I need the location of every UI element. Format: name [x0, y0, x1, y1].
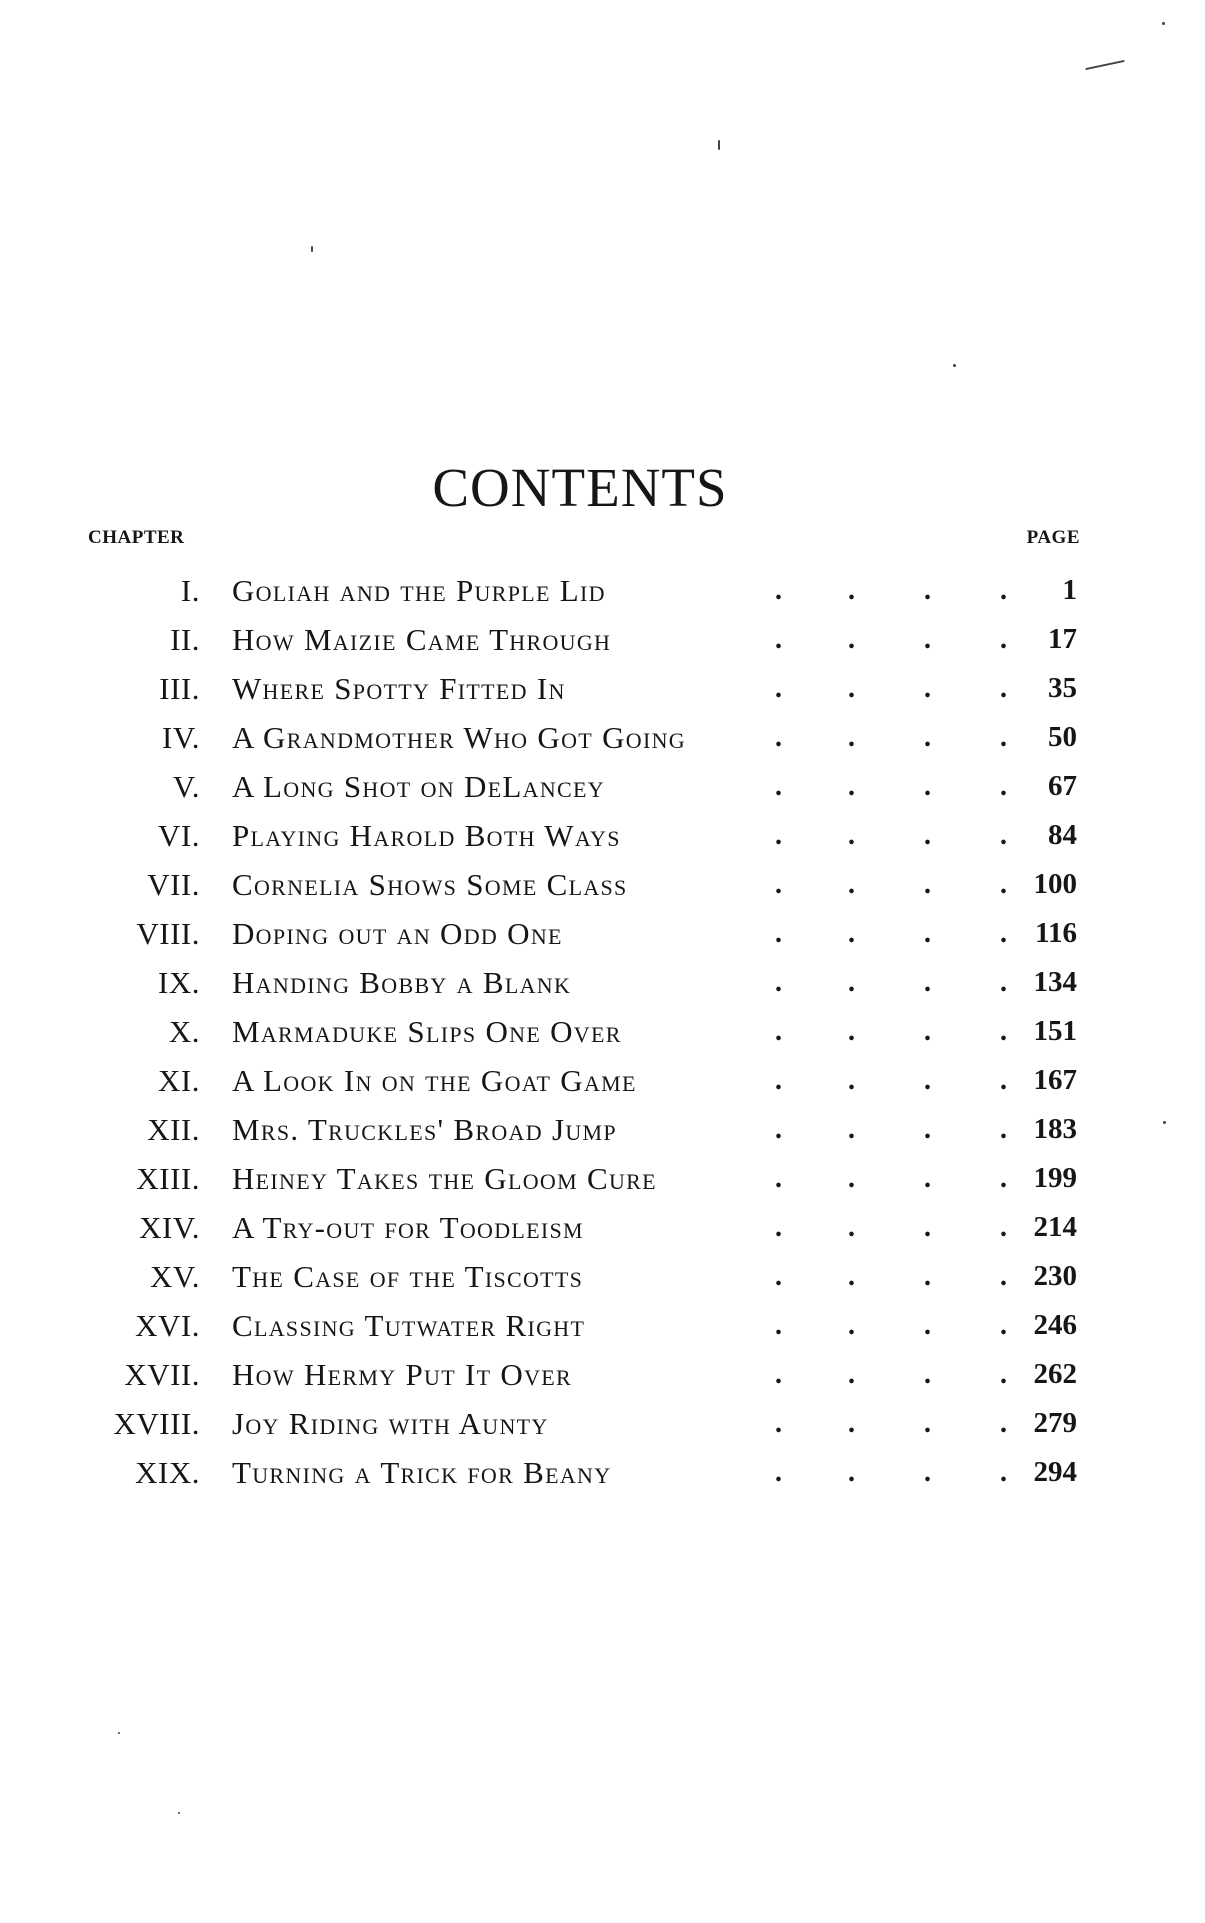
toc-entry [0, 664, 1205, 713]
chapter-page-number: 167 [1033, 1064, 1077, 1096]
chapter-title: Cornelia Shows Some Class [232, 867, 628, 902]
leader-dot: . [848, 918, 855, 949]
toc-entry [0, 909, 1205, 958]
leader-dot: . [775, 1212, 782, 1243]
leader-dot: . [775, 869, 782, 900]
chapter-title: A Try-out for Toodleism [232, 1210, 584, 1245]
toc-entry [0, 1007, 1205, 1056]
leader-dot: . [848, 1212, 855, 1243]
leader-dot: . [848, 1016, 855, 1047]
leader-dot: . [848, 1163, 855, 1194]
chapter-number: XIV. [139, 1210, 200, 1245]
leader-dot: . [848, 624, 855, 655]
chapter-number: XV. [149, 1259, 200, 1294]
leader-dot: . [924, 722, 931, 753]
leader-dot: . [775, 1163, 782, 1194]
leader-dot: . [924, 1408, 931, 1439]
leader-dot: . [1000, 1163, 1007, 1194]
chapter-number: VII. [147, 867, 200, 902]
chapter-title: Where Spotty Fitted In [232, 671, 566, 706]
leader-dot: . [848, 1359, 855, 1390]
toc-entry [0, 1301, 1205, 1350]
leader-dot: . [775, 820, 782, 851]
chapter-page-number: 199 [1033, 1162, 1077, 1194]
chapter-number: VI. [158, 818, 200, 853]
leader-dot: . [848, 1310, 855, 1341]
chapter-number: X. [168, 1014, 200, 1049]
leader-dot: . [775, 1359, 782, 1390]
leader-dot: . [1000, 1016, 1007, 1047]
chapter-page-number: 214 [1033, 1211, 1077, 1243]
leader-dot: . [1000, 869, 1007, 900]
leader-dot: . [924, 1261, 931, 1292]
leader-dot: . [1000, 1408, 1007, 1439]
scan-speck [178, 1812, 180, 1814]
chapter-title: A Look In on the Goat Game [232, 1063, 637, 1098]
chapter-page-number: 35 [1048, 672, 1077, 704]
chapter-page-number: 279 [1033, 1407, 1077, 1439]
leader-dot: . [775, 1457, 782, 1488]
table-of-contents [0, 566, 1205, 1497]
chapter-number: IV. [162, 720, 200, 755]
chapter-page-number: 84 [1048, 819, 1077, 851]
leader-dot: . [848, 1114, 855, 1145]
leader-dot: . [924, 967, 931, 998]
chapter-number: II. [170, 622, 200, 657]
leader-dot: . [924, 1212, 931, 1243]
leader-dot: . [1000, 918, 1007, 949]
toc-entry [0, 1350, 1205, 1399]
chapter-page-number: 151 [1033, 1015, 1077, 1047]
toc-entry [0, 1154, 1205, 1203]
toc-entry [0, 1203, 1205, 1252]
chapter-title: How Maizie Came Through [232, 622, 612, 657]
chapter-number: I. [180, 573, 200, 608]
chapter-number: V. [172, 769, 200, 804]
toc-entry [0, 811, 1205, 860]
chapter-title: A Long Shot on DeLancey [232, 769, 605, 804]
leader-dot: . [1000, 624, 1007, 655]
chapter-title: Joy Riding with Aunty [232, 1406, 549, 1441]
chapter-title: Turning a Trick for Beany [232, 1455, 612, 1490]
chapter-page-number: 230 [1033, 1260, 1077, 1292]
chapter-page-number: 1 [1062, 574, 1077, 606]
leader-dot: . [775, 1408, 782, 1439]
leader-dot: . [924, 624, 931, 655]
chapter-page-number: 100 [1033, 868, 1077, 900]
leader-dot: . [1000, 575, 1007, 606]
leader-dot: . [1000, 1359, 1007, 1390]
chapter-page-number: 262 [1033, 1358, 1077, 1390]
leader-dot: . [848, 673, 855, 704]
chapter-title: The Case of the Tiscotts [232, 1259, 584, 1294]
leader-dot: . [775, 673, 782, 704]
leader-dot: . [1000, 722, 1007, 753]
leader-dot: . [1000, 967, 1007, 998]
leader-dot: . [775, 1310, 782, 1341]
leader-dot: . [848, 1457, 855, 1488]
toc-entry [0, 615, 1205, 664]
leader-dot: . [848, 1408, 855, 1439]
leader-dot: . [1000, 1261, 1007, 1292]
chapter-page-number: 17 [1048, 623, 1077, 655]
chapter-number: VIII. [136, 916, 200, 951]
leader-dot: . [924, 1310, 931, 1341]
leader-dot: . [848, 771, 855, 802]
leader-dot: . [848, 722, 855, 753]
chapter-number: XIII. [136, 1161, 200, 1196]
leader-dot: . [924, 820, 931, 851]
leader-dot: . [1000, 1310, 1007, 1341]
chapter-number: IX. [158, 965, 200, 1000]
leader-dot: . [1000, 1065, 1007, 1096]
page-title: CONTENTS [432, 456, 728, 518]
leader-dot: . [848, 820, 855, 851]
leader-dot: . [924, 1457, 931, 1488]
toc-entry [0, 958, 1205, 1007]
chapter-page-number: 294 [1033, 1456, 1077, 1488]
leader-dot: . [1000, 1212, 1007, 1243]
chapter-title: Mrs. Truckles' Broad Jump [232, 1112, 617, 1147]
leader-dot: . [775, 1114, 782, 1145]
chapter-page-number: 134 [1033, 966, 1077, 998]
chapter-page-number: 67 [1048, 770, 1077, 802]
scan-speck [718, 140, 720, 150]
leader-dot: . [775, 575, 782, 606]
column-header-chapter: CHAPTER [88, 527, 185, 548]
chapter-title: Classing Tutwater Right [232, 1308, 586, 1343]
leader-dot: . [924, 673, 931, 704]
chapter-page-number: 116 [1035, 917, 1077, 949]
leader-dot: . [924, 1359, 931, 1390]
leader-dot: . [775, 918, 782, 949]
chapter-number: XII. [147, 1112, 200, 1147]
leader-dot: . [775, 1065, 782, 1096]
toc-entry [0, 566, 1205, 615]
chapter-title: Marmaduke Slips One Over [232, 1014, 622, 1049]
chapter-number: XI. [158, 1063, 200, 1098]
toc-entry [0, 1105, 1205, 1154]
chapter-page-number: 50 [1048, 721, 1077, 753]
leader-dot: . [848, 575, 855, 606]
leader-dot: . [924, 1114, 931, 1145]
leader-dot: . [848, 1065, 855, 1096]
chapter-page-number: 183 [1033, 1113, 1077, 1145]
chapter-title: Heiney Takes the Gloom Cure [232, 1161, 657, 1196]
scan-speck [1085, 60, 1125, 70]
leader-dot: . [775, 771, 782, 802]
leader-dot: . [924, 869, 931, 900]
leader-dot: . [1000, 1457, 1007, 1488]
column-header-page: PAGE [1026, 527, 1080, 548]
leader-dot: . [924, 575, 931, 606]
leader-dot: . [848, 1261, 855, 1292]
chapter-title: Goliah and the Purple Lid [232, 573, 606, 608]
leader-dot: . [775, 967, 782, 998]
chapter-page-number: 246 [1033, 1309, 1077, 1341]
scan-speck [1162, 22, 1165, 25]
toc-entry [0, 762, 1205, 811]
leader-dot: . [1000, 820, 1007, 851]
leader-dot: . [848, 869, 855, 900]
chapter-title: Playing Harold Both Ways [232, 818, 621, 853]
leader-dot: . [775, 624, 782, 655]
leader-dot: . [1000, 673, 1007, 704]
leader-dot: . [1000, 1114, 1007, 1145]
leader-dot: . [775, 1261, 782, 1292]
leader-dot: . [1000, 771, 1007, 802]
toc-entry [0, 1252, 1205, 1301]
chapter-number: XVIII. [113, 1406, 200, 1441]
leader-dot: . [924, 918, 931, 949]
leader-dot: . [924, 1065, 931, 1096]
chapter-title: Doping out an Odd One [232, 916, 563, 951]
chapter-number: XIX. [135, 1455, 200, 1490]
chapter-title: A Grandmother Who Got Going [232, 720, 686, 755]
toc-entry [0, 713, 1205, 762]
toc-entry [0, 1056, 1205, 1105]
leader-dot: . [924, 1016, 931, 1047]
chapter-number: XVII. [124, 1357, 200, 1392]
chapter-number: III. [159, 671, 200, 706]
leader-dot: . [924, 1163, 931, 1194]
leader-dot: . [775, 722, 782, 753]
leader-dot: . [848, 967, 855, 998]
scan-speck [953, 364, 956, 367]
scan-speck [311, 246, 313, 252]
leader-dot: . [924, 771, 931, 802]
chapter-number: XVI. [135, 1308, 200, 1343]
toc-entry [0, 1399, 1205, 1448]
scan-speck [118, 1732, 120, 1734]
toc-entry [0, 860, 1205, 909]
chapter-title: How Hermy Put It Over [232, 1357, 573, 1392]
toc-entry [0, 1448, 1205, 1497]
chapter-title: Handing Bobby a Blank [232, 965, 572, 1000]
leader-dot: . [775, 1016, 782, 1047]
